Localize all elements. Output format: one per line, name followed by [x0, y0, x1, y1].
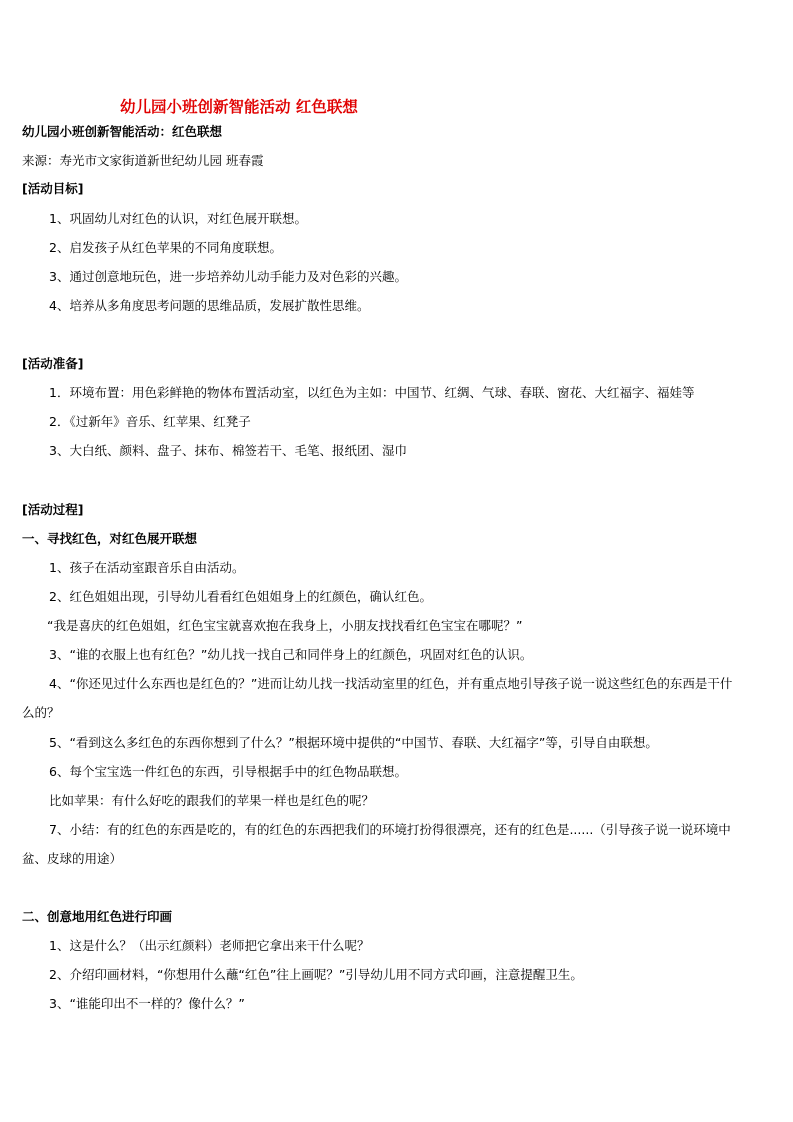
- prep-item: 3、大白纸、颜料、盘子、抹布、棉签若干、毛笔、报纸团、湿巾: [49, 443, 407, 458]
- process-line: 4、“你还见过什么东西也是红色的？”进而让幼儿找一找活动室里的红色，并有重点地引导孩子说一说这些红色的东西是干什: [49, 676, 733, 691]
- source-line: 来源：寿光市文家街道新世纪幼儿园 班春霞: [22, 153, 264, 168]
- goal-item: 1、巩固幼儿对红色的认识，对红色展开联想。: [49, 211, 307, 226]
- process-heading: [活动过程]: [22, 502, 84, 517]
- process-line: 么的？: [22, 705, 60, 720]
- prep-item: 2．《过新年》音乐、红苹果、红凳子: [49, 414, 251, 429]
- process-line: 1、孩子在活动室跟音乐自由活动。: [49, 560, 245, 575]
- process-line: 2、介绍印画材料，“你想用什么蘸“红色”往上画呢？”引导幼儿用不同方式印画，注意提醒卫生。: [49, 967, 583, 982]
- goal-item: 2、启发孩子从红色苹果的不同角度联想。: [49, 240, 282, 255]
- process-line: 7、小结：有的红色的东西是吃的，有的红色的东西把我们的环境打扮得很漂亮，还有的红色是......（引导孩子说一说环境中: [49, 822, 731, 837]
- prep-item: 1．环境布置：用色彩鲜艳的物体布置活动室，以红色为主如：中国节、红绸、气球、春联、窗花、大红福字、福娃等: [49, 385, 695, 400]
- goals-heading: [活动目标]: [22, 181, 84, 196]
- process-line: 2、红色姐姐出现，引导幼儿看看红色姐姐身上的红颜色，确认红色。: [49, 589, 432, 604]
- goal-item: 4、培养从多角度思考问题的思维品质，发展扩散性思维。: [49, 298, 370, 313]
- part2-heading: 二、创意地用红色进行印画: [22, 909, 173, 924]
- part1-heading: 一、寻找红色，对红色展开联想: [22, 531, 198, 546]
- process-line: 比如苹果：有什么好吃的跟我们的苹果一样也是红色的呢？: [49, 793, 375, 808]
- process-line: 5、“看到这么多红色的东西你想到了什么？”根据环境中提供的“中国节、春联、大红福字”等，引导自由联想。: [49, 735, 658, 750]
- document-subtitle: 幼儿园小班创新智能活动：红色联想: [22, 124, 223, 139]
- process-line: 3、“谁的衣服上也有红色？”幼儿找一找自己和同伴身上的红颜色，巩固对红色的认识。: [49, 647, 533, 662]
- process-line: 6、每个宝宝选一件红色的东西，引导根据手中的红色物品联想。: [49, 764, 407, 779]
- process-line: 3、“谁能印出不一样的？像什么？”: [49, 996, 245, 1011]
- document-title: 幼儿园小班创新智能活动 红色联想: [120, 98, 358, 116]
- process-line: 盆、皮球的用途）: [22, 851, 123, 866]
- process-line: 1、这是什么？（出示红颜料）老师把它拿出来干什么呢？: [49, 938, 370, 953]
- goal-item: 3、通过创意地玩色，进一步培养幼儿动手能力及对色彩的兴趣。: [49, 269, 407, 284]
- prep-heading: [活动准备]: [22, 356, 84, 371]
- process-line: “我是喜庆的红色姐姐，红色宝宝就喜欢抱在我身上，小朋友找找看红色宝宝在哪呢？”: [47, 618, 523, 633]
